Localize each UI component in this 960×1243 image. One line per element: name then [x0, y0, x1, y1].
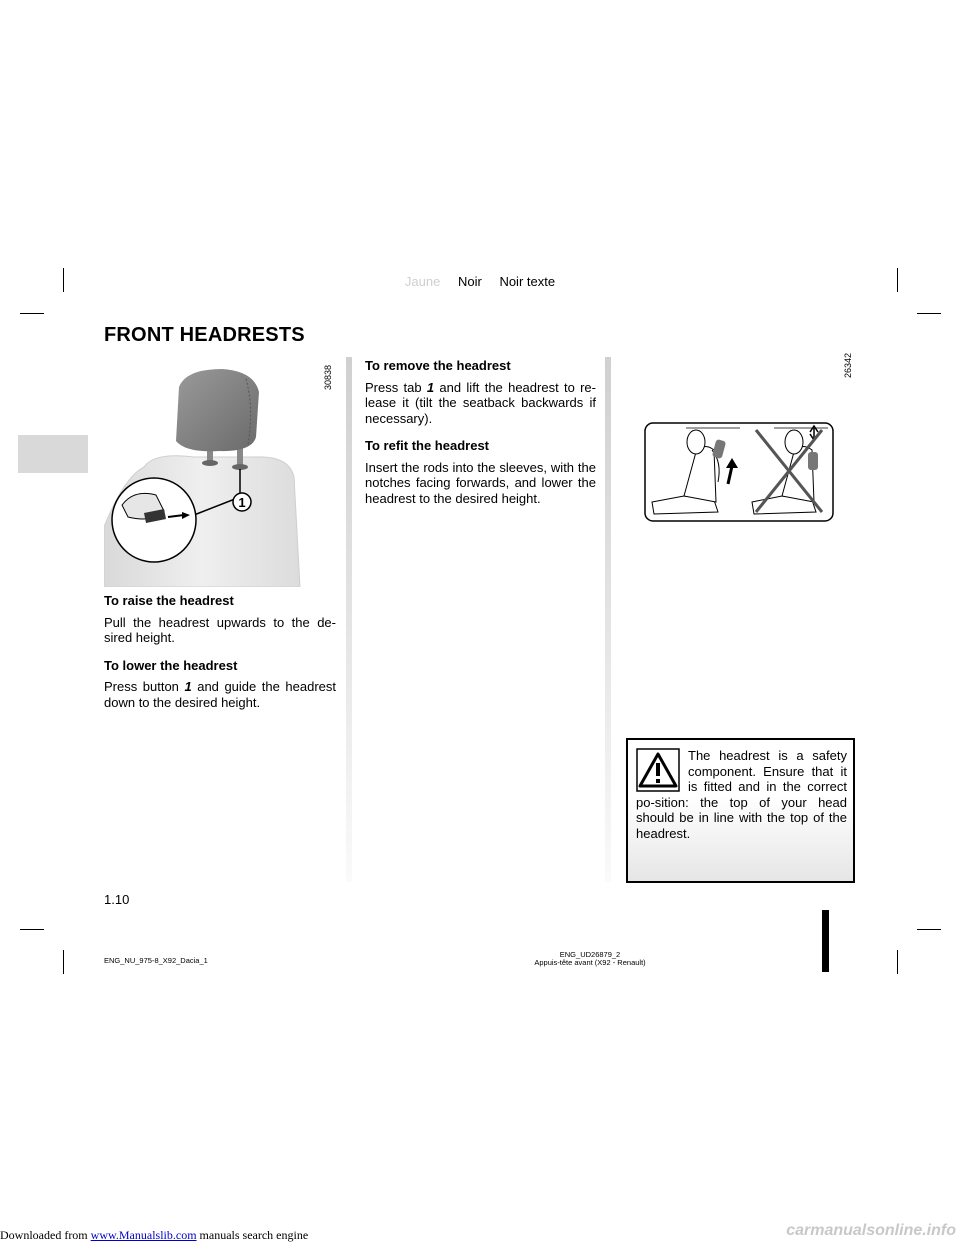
remove-text: [365, 380, 596, 427]
banner-suffix: manuals search engine: [196, 1228, 309, 1242]
footer-right-code: ENG_UD26879_2: [559, 950, 621, 959]
remove-heading: To remove the headrest: [365, 358, 511, 373]
warning-text: The headrest is a safety component. Ensure that it is fitted and in the correct po-sition: the top of your head should be in line with the top of the headrest.: [636, 748, 847, 841]
crop-mark: [897, 950, 898, 974]
color-label-black: Noir: [457, 274, 482, 289]
refit-heading: To refit the headrest: [365, 438, 490, 453]
refit-text: Insert the rods into the sleeves, with the notches facing forwards, and lower the headrest to the desired height.: [365, 459, 596, 506]
lower-text: [104, 679, 336, 710]
lower-heading: To lower the headrest: [104, 657, 238, 673]
color-label-black-text: Noir texte: [499, 274, 556, 289]
color-label-yellow: Jaune: [404, 274, 441, 289]
raise-heading: To raise the headrest: [104, 593, 234, 608]
footer-left: ENG_NU_975-8_X92_Dacia_1: [104, 956, 208, 965]
page-number: 1.10: [104, 892, 130, 907]
crop-mark: [917, 929, 941, 930]
left-column: [104, 583, 336, 710]
crop-mark: [63, 950, 64, 974]
crop-mark: [20, 929, 44, 930]
seat-position-figure: [644, 422, 834, 522]
middle-column: [365, 348, 596, 506]
headrest-figure: [104, 357, 336, 587]
watermark: carmanualsonline.info: [786, 1222, 956, 1239]
footer-right-desc: Appuis-tête avant (X92 - Renault): [534, 958, 646, 967]
lower-ref: 1: [184, 679, 192, 694]
figure-code: 26342: [843, 352, 853, 378]
callout-number: 1: [238, 495, 246, 510]
section-tab: [18, 435, 88, 473]
remove-text-pre: Press tab: [365, 379, 427, 395]
thumb-bar: [822, 910, 829, 972]
column-divider: [605, 357, 611, 882]
crop-mark: [20, 313, 44, 314]
footer-right: [520, 951, 660, 967]
manualslib-link[interactable]: www.Manualslib.com: [90, 1228, 197, 1242]
remove-ref: 1: [426, 379, 435, 395]
remove-text-post: and lift the headrest to re-lease it (tilt the seatback backwards if necessary).: [365, 379, 596, 426]
warning-icon: [636, 748, 680, 792]
lower-text-post: and guide the headrest down to the desired height.: [104, 679, 336, 710]
download-banner: [0, 1228, 308, 1243]
page-title: FRONT HEADRESTS: [104, 324, 305, 346]
figure-code: 30838: [323, 364, 333, 390]
raise-text: Pull the headrest upwards to the de-sired height.: [104, 614, 336, 645]
lower-text-pre: Press button: [104, 679, 185, 694]
color-bar: [0, 274, 960, 289]
banner-prefix: Downloaded from: [0, 1228, 91, 1242]
crop-mark: [917, 313, 941, 314]
column-divider: [346, 357, 352, 882]
warning-box: [626, 738, 855, 883]
warning-content: [636, 748, 847, 841]
